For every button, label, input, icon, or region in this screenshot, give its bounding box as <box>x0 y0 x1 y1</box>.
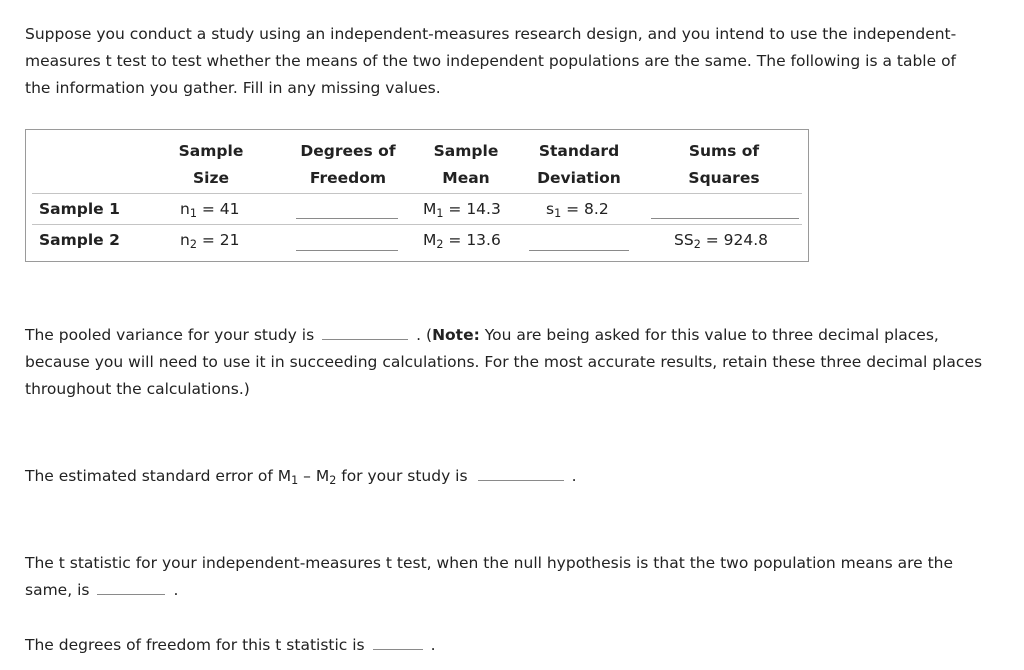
sample-2-mean: $M_2 = 13.6$ <box>423 231 501 251</box>
row-divider <box>32 224 802 225</box>
header-divider <box>32 193 802 194</box>
sample-1-mean: $M_1 = 14.3$ <box>423 200 501 220</box>
df-question: The degrees of freedom for this t statistic is . <box>25 636 436 654</box>
sample-1-ss-input[interactable] <box>651 218 799 219</box>
standard-error-input[interactable] <box>478 466 564 481</box>
sample-2-ss: $SS_2 = 924.8$ <box>674 231 769 251</box>
header-standard-deviation: Standard Deviation <box>537 142 621 187</box>
sample-1-sd: $s_1 = 8.2$ <box>546 200 609 220</box>
header-sums-of-squares: Sums of Squares <box>688 142 760 187</box>
pooled-variance-question: The pooled variance for your study is . (Note: You are being asked for this value to three decimal places, because you will need to use it in succeeding calculations. For the most accurate results, retain these three decimal places throughout the calculations.) <box>25 326 983 398</box>
sample-1-size: $n_1 = 41$ <box>180 200 240 220</box>
df-input[interactable] <box>373 635 423 650</box>
header-sample-mean: Sample Mean <box>433 142 499 187</box>
standard-error-question: The estimated standard error of $M_1 - M_2$ for your study is . <box>25 467 577 487</box>
row-label-sample-2: Sample 2 <box>39 231 120 249</box>
sample-2-size: $n_2 = 21$ <box>180 231 240 251</box>
header-sample-size: Sample Size <box>178 142 244 187</box>
data-table <box>25 129 809 262</box>
header-degrees-of-freedom: Degrees of Freedom <box>300 142 396 187</box>
row-label-sample-1: Sample 1 <box>39 200 120 218</box>
sample-2-df-input[interactable] <box>296 250 398 251</box>
sample-1-df-input[interactable] <box>296 218 398 219</box>
pooled-variance-input[interactable] <box>322 325 408 340</box>
sample-2-sd-input[interactable] <box>529 250 629 251</box>
t-statistic-input[interactable] <box>97 580 165 595</box>
intro-paragraph: Suppose you conduct a study using an independent-measures research design, and you intend to use the independent-measures t test to test whether the means of the two independent populations are the same. The following is a table of the information you gather. Fill in any missing values. <box>25 25 957 97</box>
t-statistic-question: The t statistic for your independent-measures t test, when the null hypothesis is that the two population means are the same, is . <box>25 554 954 599</box>
